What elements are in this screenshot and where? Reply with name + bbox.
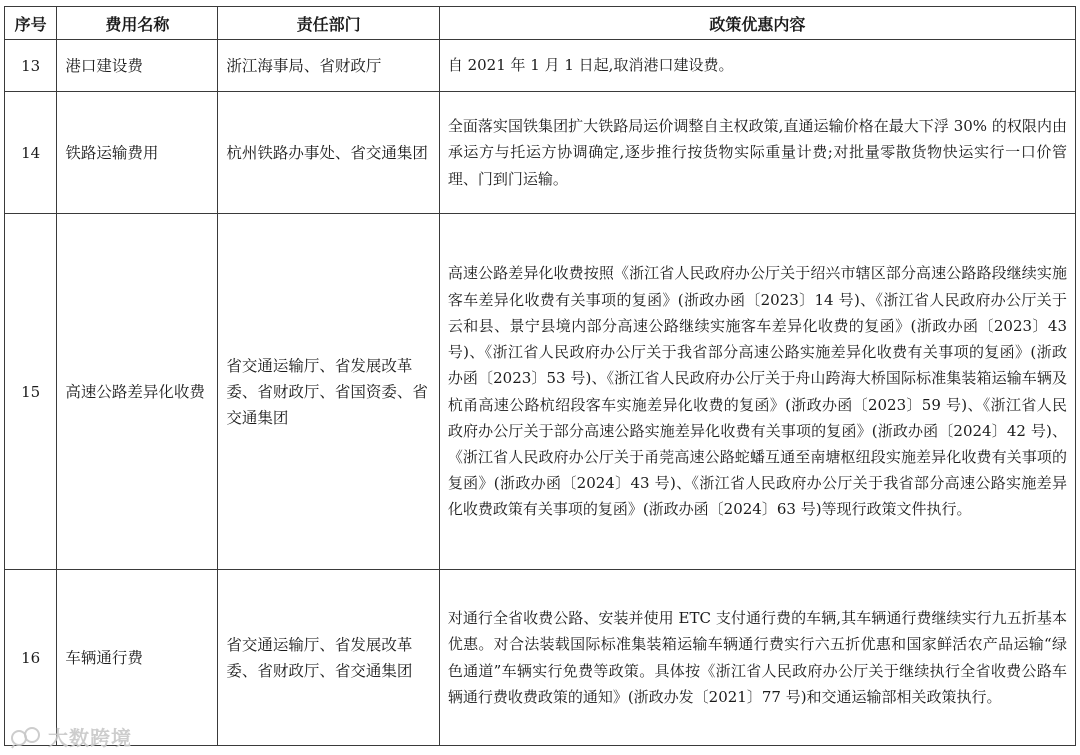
policy-content: 全面落实国铁集团扩大铁路局运价调整自主权政策,直通运输价格在最大下浮 30% 的权限内由承运方与托运方协调确定,逐步推行按货物实际重量计费;对批量零散货物快运实行一口价管理、门到门运输。 bbox=[439, 92, 1075, 214]
department: 省交通运输厅、省发展改革委、省财政厅、省交通集团 bbox=[218, 570, 439, 746]
department: 杭州铁路办事处、省交通集团 bbox=[218, 92, 439, 214]
fee-name: 港口建设费 bbox=[57, 40, 218, 92]
header-department: 责任部门 bbox=[218, 7, 439, 40]
header-row bbox=[5, 7, 1076, 40]
header-number: 序号 bbox=[5, 7, 57, 40]
watermark bbox=[10, 722, 132, 751]
watermark-text: 大数跨境 bbox=[48, 726, 132, 750]
fee-name: 高速公路差异化收费 bbox=[57, 214, 218, 570]
table-row bbox=[5, 214, 1076, 570]
fee-name: 车辆通行费 bbox=[57, 570, 218, 746]
department: 浙江海事局、省财政厅 bbox=[218, 40, 439, 92]
department: 省交通运输厅、省发展改革委、省财政厅、省国资委、省交通集团 bbox=[218, 214, 439, 570]
policy-table bbox=[4, 6, 1076, 746]
fee-name: 铁路运输费用 bbox=[57, 92, 218, 214]
policy-content: 高速公路差异化收费按照《浙江省人民政府办公厅关于绍兴市辖区部分高速公路路段继续实施客车差异化收费有关事项的复函》(浙政办函〔2023〕14 号)、《浙江省人民政府办公厅关于云和县、景宁县境内部分高速公路继续实施客车差异化收费的复函》(浙政办函〔2023〕43 号)、《浙江省人民政府办公厅关于我省部分高速公路实施差异化收费有关事项的复函》(浙政办函〔2023〕53 号)、《浙江省人民政府办公厅关于舟山跨海大桥国际标准集装箱运输车辆及杭甬高速公路杭绍段客车实施差异化收费的复函》(浙政办函〔2023〕59 号)、《浙江省人民政府办公厅关于部分高速公路实施差异化收费有关事项的复函》(浙政办函〔2024〕42 号)、《浙江省人民政府办公厅关于甬莞高速公路蛇蟠互通至南塘枢纽段实施差异化收费有关事项的复函》(浙政办函〔2024〕43 号)、《浙江省人民政府办公厅关于我省部分高速公路实施差异化收费政策有关事项的复函》(浙政办函〔2024〕63 号)等现行政策文件执行。 bbox=[439, 214, 1075, 570]
table-row bbox=[5, 40, 1076, 92]
row-number: 14 bbox=[5, 92, 57, 214]
table-row bbox=[5, 92, 1076, 214]
row-number: 13 bbox=[5, 40, 57, 92]
header-fee-name: 费用名称 bbox=[57, 7, 218, 40]
policy-content: 对通行全省收费公路、安装并使用 ETC 支付通行费的车辆,其车辆通行费继续实行九五折基本优惠。对合法装载国际标准集装箱运输车辆通行费实行六五折优惠和国家鲜活农产品运输“绿色通道”车辆实行免费等政策。具体按《浙江省人民政府办公厅关于继续执行全省收费公路车辆通行费收费政策的通知》(浙政办发〔2021〕77 号)和交通运输部相关政策执行。 bbox=[439, 570, 1075, 746]
header-policy: 政策优惠内容 bbox=[439, 7, 1075, 40]
row-number: 15 bbox=[5, 214, 57, 570]
policy-content: 自 2021 年 1 月 1 日起,取消港口建设费。 bbox=[439, 40, 1075, 92]
table-row bbox=[5, 570, 1076, 746]
row-number: 16 bbox=[5, 570, 57, 746]
watermark-logo-icon bbox=[10, 725, 44, 749]
